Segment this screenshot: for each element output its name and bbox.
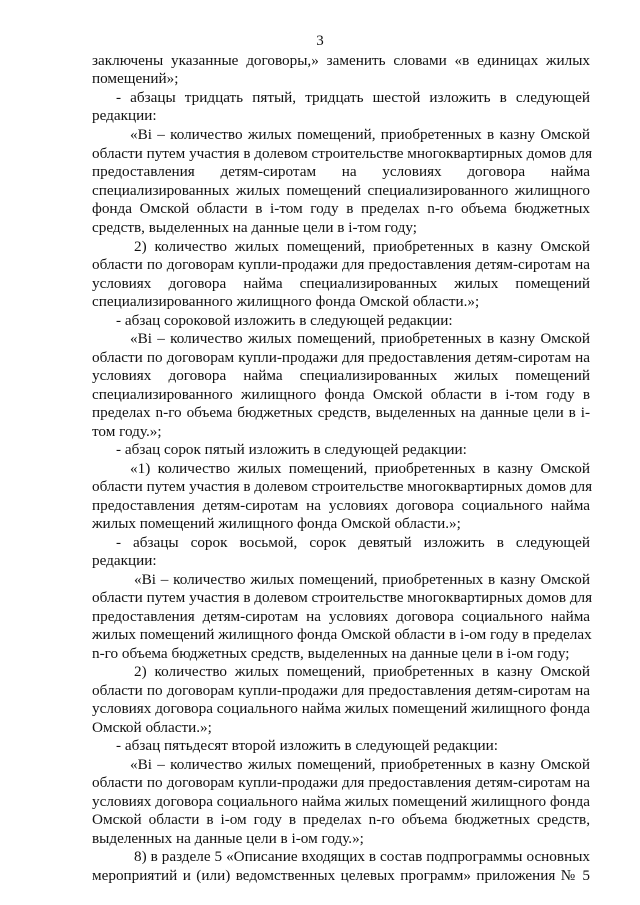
text-line: области путем участия в долевом строительстве многоквартирных домов для xyxy=(92,145,593,162)
text-line: предоставления детям-сиротам на условиях договора социального найма xyxy=(92,497,590,514)
text-line: - абзац сорок пятый изложить в следующей редакции: xyxy=(116,441,467,458)
text-line: предоставления детям-сиротам на условиях договора социального найма xyxy=(92,608,590,625)
text-line: помещений»; xyxy=(92,70,179,87)
text-line: средств, выделенных на данные цели в i-том году; xyxy=(92,219,418,236)
text-line: редакции: xyxy=(92,107,157,124)
text-line: том году.»; xyxy=(92,423,162,440)
text-line: выделенных на данные цели в i-ом году.»; xyxy=(92,830,364,847)
text-line: области по договорам купли-продажи для предоставления детям-сиротам на xyxy=(92,682,590,699)
text-line: жилых помещений жилищного фонда Омской области в i-ом году в пределах xyxy=(92,626,592,643)
text-line: специализированного жилищного фонда Омской области в i-том году в xyxy=(92,386,590,403)
text-line: 8) в разделе 5 «Описание входящих в состав подпрограммы основных xyxy=(134,848,590,865)
text-line: редакции: xyxy=(92,552,157,569)
text-line: 2) количество жилых помещений, приобретенных в казну Омской xyxy=(134,238,590,255)
text-line: Омской области в i-ом году в пределах n-го объема бюджетных средств, xyxy=(92,811,590,828)
text-line: - абзац сороковой изложить в следующей редакции: xyxy=(116,312,453,329)
text-line: условиях договора социального найма жилых помещений жилищного фонда xyxy=(92,793,590,810)
text-line: условиях договора найма специализированных жилых помещений xyxy=(92,367,590,384)
text-line: области по договорам купли-продажи для предоставления детям-сиротам на xyxy=(92,256,590,273)
text-line: фонда Омской области в i-том году в пределах n-го объема бюджетных xyxy=(92,200,590,217)
text-line: жилых помещений жилищного фонда Омской области.»; xyxy=(92,515,461,532)
text-line: специализированного жилищного фонда Омской области.»; xyxy=(92,293,480,310)
text-line: - абзацы тридцать пятый, тридцать шестой изложить в следующей xyxy=(116,89,590,106)
text-line: «Bi – количество жилых помещений, приобретенных в казну Омской xyxy=(130,126,590,143)
text-line: «Bi – количество жилых помещений, приобретенных в казну Омской xyxy=(130,330,590,347)
text-line: - абзацы сорок восьмой, сорок девятый изложить в следующей xyxy=(116,534,590,551)
text-line: условиях договора социального найма жилых помещений жилищного фонда xyxy=(92,700,590,717)
text-line: «Bi – количество жилых помещений, приобретенных в казну Омской xyxy=(134,571,590,588)
text-line: n-го объема бюджетных средств, выделенных на данные цели в i-ом году; xyxy=(92,645,570,662)
page-number: 3 xyxy=(316,33,324,49)
text-line: заключены указанные договоры,» заменить словами «в единицах жилых xyxy=(92,52,590,69)
text-line: области путем участия в долевом строительстве многоквартирных домов для xyxy=(92,589,593,606)
text-line: мероприятий и (или) ведомственных целевых программ» приложения № 5 xyxy=(92,867,590,884)
text-line: предоставления детям-сиротам на условиях договора найма xyxy=(92,163,590,180)
text-line: - абзац пятьдесят второй изложить в следующей редакции: xyxy=(116,737,498,754)
text-line: Омской области.»; xyxy=(92,719,212,736)
text-line: специализированных жилых помещений специализированного жилищного xyxy=(92,182,590,199)
text-line: области по договорам купли-продажи для предоставления детям-сиротам на xyxy=(92,774,590,791)
text-line: области путем участия в долевом строительстве многоквартирных домов для xyxy=(92,478,593,495)
text-line: пределах n-го объема бюджетных средств, выделенных на данные цели в i- xyxy=(92,404,590,421)
text-line: области по договорам купли-продажи для предоставления детям-сиротам на xyxy=(92,349,590,366)
text-line: условиях договора найма специализированных жилых помещений xyxy=(92,275,590,292)
text-line: «1) количество жилых помещений, приобретенных в казну Омской xyxy=(130,460,590,477)
text-line: 2) количество жилых помещений, приобретенных в казну Омской xyxy=(134,663,590,680)
text-line: «Bi – количество жилых помещений, приобретенных в казну Омской xyxy=(130,756,590,773)
